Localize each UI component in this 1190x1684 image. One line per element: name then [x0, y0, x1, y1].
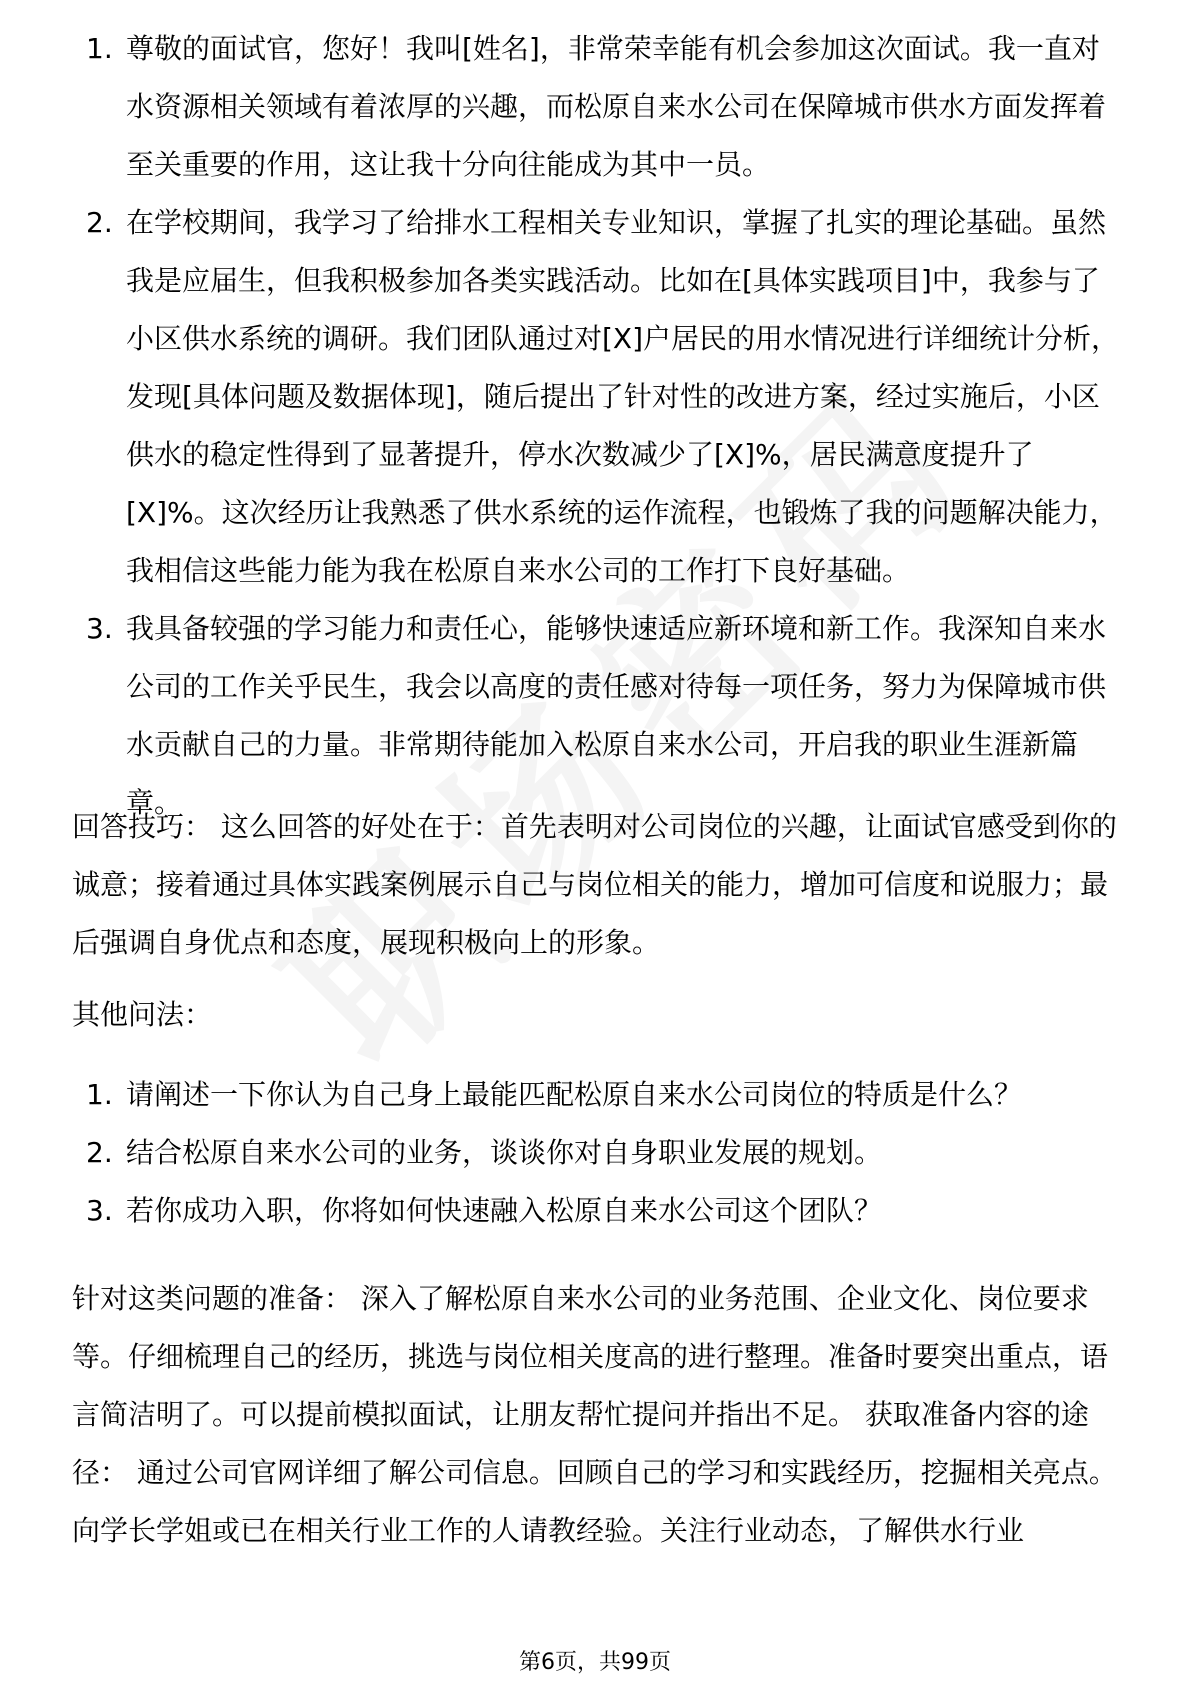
list-item [0, 1066, 1190, 1124]
page-number-footer: 第6页，共99页 [519, 1650, 671, 1675]
list-number: 3. [86, 612, 113, 645]
other-questions-list [0, 1066, 1190, 1240]
list-item-text: 请阐述一下你认为自己身上最能匹配松原自来水公司岗位的特质是什么？ [126, 1078, 1023, 1111]
list-number: 2. [86, 1136, 113, 1169]
answer-list [0, 20, 1190, 832]
list-item-text: 结合松原自来水公司的业务，谈谈你对自身职业发展的规划。 [126, 1136, 883, 1169]
list-item-text: 我具备较强的学习能力和责任心，能够快速适应新环境和新工作。我深知自来水公司的工作关乎民生，我会以高度的责任感对待每一项任务，努力为保障城市供水贡献自己的力量。非常期待能加入松原自来水公司，开启我的职业生涯新篇章。 [126, 612, 1107, 819]
list-number: 1. [86, 1078, 113, 1111]
preparation-paragraph: 针对这类问题的准备： 深入了解松原自来水公司的业务范围、企业文化、岗位要求等。仔细梳理自己的经历，挑选与岗位相关度高的进行整理。准备时要突出重点，语言简洁明了。可以提前模拟面试，让朋友帮忙提问并指出不足。 获取准备内容的途径： 通过公司官网详细了解公司信息。回顾自己的学习和实践经历，挖掘相关亮点。向学长学姐或已在相关行业工作的人请教经验。关注行业动态，了解供水行业 [72, 1282, 1117, 1547]
list-number: 1. [86, 32, 113, 65]
list-number: 2. [86, 206, 113, 239]
other-questions-heading: 其他问法： [72, 998, 213, 1031]
list-item [0, 1182, 1190, 1240]
list-item-text: 尊敬的面试官，您好！我叫[姓名]，非常荣幸能有机会参加这次面试。我一直对水资源相关领域有着浓厚的兴趣，而松原自来水公司在保障城市供水方面发挥着至关重要的作用，这让我十分向往能成为其中一员。 [126, 32, 1107, 181]
list-item [0, 20, 1190, 194]
answer-tips: 回答技巧： 这么回答的好处在于：首先表明对公司岗位的兴趣，让面试官感受到你的诚意；接着通过具体实践案例展示自己与岗位相关的能力，增加可信度和说服力；最后强调自身优点和态度，展现积极向上的形象。 [72, 810, 1117, 959]
list-item-text: 在学校期间，我学习了给排水工程相关专业知识，掌握了扎实的理论基础。虽然我是应届生，但我积极参加各类实践活动。比如在[具体实践项目]中，我参与了小区供水系统的调研。我们团队通过对[X]户居民的用水情况进行详细统计分析，发现[具体问题及数据体现]，随后提出了针对性的改进方案，经过实施后，小区供水的稳定性得到了显著提升，停水次数减少了[X]%，居民满意度提升了[X]%。这次经历让我熟悉了供水系统的运作流程，也锻炼了我的问题解决能力，我相信这些能力能为我在松原自来水公司的工作打下良好基础。 [126, 206, 1120, 587]
list-item-text: 若你成功入职，你将如何快速融入松原自来水公司这个团队？ [126, 1194, 883, 1227]
list-item [0, 1124, 1190, 1182]
list-item [0, 194, 1190, 600]
list-number: 3. [86, 1194, 113, 1227]
